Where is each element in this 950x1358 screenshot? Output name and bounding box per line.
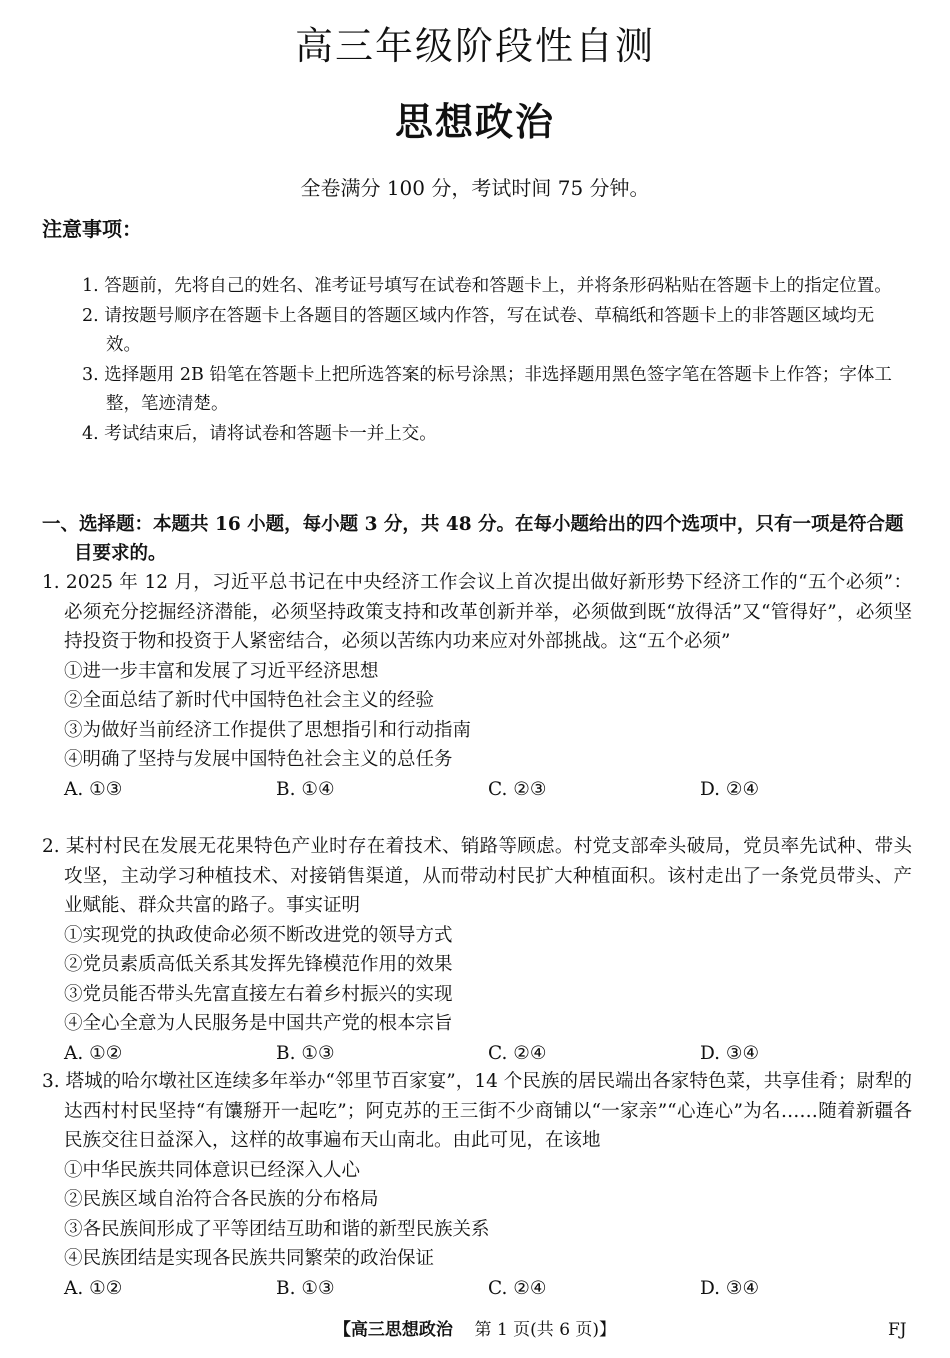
choice-a: A. ①②: [64, 1042, 123, 1064]
subject-title: 思想政治: [394, 99, 555, 144]
choice-a: A. ①②: [64, 1277, 123, 1299]
choice-a: A. ①③: [64, 778, 123, 800]
exam-title: 高三年级阶段性自测: [294, 24, 655, 68]
question-1: [42, 568, 912, 804]
footer-code: FJ: [888, 1320, 907, 1340]
question-statement: ③党员能否带头先富直接左右着乡村振兴的实现: [64, 983, 453, 1005]
question-statement: ③为做好当前经济工作提供了思想指引和行动指南: [64, 719, 472, 741]
question-stem: 1. 2025 年 12 月，习近平总书记在中央经济工作会议上首次提出做好新形势下经济工作的“五个必须”：必须充分挖掘经济潜能，必须坚持政策支持和改革创新并举，必须做到既“放得活”又“管得好”，必须坚持投资于物和投资于人紧密结合，必须以苦练内功来应对外部挑战。这“五个必须”: [42, 572, 912, 652]
answer-choices: [42, 1039, 912, 1069]
choice-b: B. ①③: [276, 1042, 335, 1064]
page-footer: [0, 1317, 950, 1343]
question-statement: ④全心全意为人民服务是中国共产党的根本宗旨: [64, 1013, 453, 1034]
choice-c: C. ②④: [488, 1277, 547, 1299]
footer-label: 【高三思想政治: [333, 1320, 453, 1340]
choice-b: B. ①③: [276, 1277, 335, 1299]
question-statement: ③各民族间形成了平等团结互助和谐的新型民族关系: [64, 1218, 490, 1240]
question-statement: ②民族区域自治符合各民族的分布格局: [64, 1189, 379, 1210]
question-stem: 2. 某村村民在发展无花果特色产业时存在着技术、销路等顾虑。村党支部牵头破局，党员率先试种、带头攻坚，主动学习种植技术、对接销售渠道，从而带动村民扩大种植面积。该村走出了一条党员带头、产业赋能、群众共富的路子。事实证明: [42, 836, 912, 916]
question-stem: 3. 塔城的哈尔墩社区连续多年举办“邻里节百家宴”，14 个民族的居民端出各家特色菜，共享佳肴；尉犁的达西村村民坚持“有馕掰开一起吃”；阿克苏的王三街不少商铺以“一家亲”“心连心”为名……随着新疆各民族交往日益深入，这样的故事遍布天山南北。由此可见，在该地: [42, 1071, 912, 1151]
question-3: [42, 1067, 912, 1303]
question-2: [42, 832, 912, 1068]
exam-meta: 全卷满分 100 分，考试时间 75 分钟。: [300, 176, 650, 200]
notice-item: 3. 选择题用 2B 铅笔在答题卡上把所选答案的标号涂黑；非选择题用黑色签字笔在答题卡上作答；字体工整，笔迹清楚。: [82, 364, 892, 414]
question-statement: ④明确了坚持与发展中国特色社会主义的总任务: [64, 749, 453, 770]
choice-c: C. ②④: [488, 1042, 547, 1064]
choice-b: B. ①④: [276, 778, 335, 800]
notice-list: [82, 272, 908, 449]
page-number: 第 1 页(共 6 页)】: [474, 1320, 617, 1340]
answer-choices: [42, 775, 912, 805]
question-statement: ①进一步丰富和发展了习近平经济思想: [64, 660, 379, 682]
choice-d: D. ③④: [700, 1277, 760, 1299]
question-statement: ①中华民族共同体意识已经深入人心: [64, 1159, 361, 1181]
answer-choices: [42, 1274, 912, 1304]
question-statement: ②全面总结了新时代中国特色社会主义的经验: [64, 690, 435, 711]
notice-item: 2. 请按题号顺序在答题卡上各题目的答题区域内作答，写在试卷、草稿纸和答题卡上的非答题区域均无效。: [82, 305, 875, 355]
choice-d: D. ③④: [700, 1042, 760, 1064]
question-statement: ①实现党的执政使命必须不断改进党的领导方式: [64, 924, 453, 946]
choice-c: C. ②③: [488, 778, 547, 800]
notice-heading: 注意事项：: [42, 217, 142, 241]
section-heading: 一、选择题：本题共 16 小题，每小题 3 分，共 48 分。在每小题给出的四个选项中，只有一项是符合题目要求的。: [42, 514, 904, 564]
question-statement: ②党员素质高低关系其发挥先锋模范作用的效果: [64, 954, 453, 975]
notice-item: 4. 考试结束后，请将试卷和答题卡一并上交。: [82, 423, 437, 444]
notice-item: 1. 答题前，先将自己的姓名、准考证号填写在试卷和答题卡上，并将条形码粘贴在答题卡上的指定位置。: [82, 276, 892, 296]
choice-d: D. ②④: [700, 778, 760, 800]
question-statement: ④民族团结是实现各民族共同繁荣的政治保证: [64, 1248, 435, 1269]
